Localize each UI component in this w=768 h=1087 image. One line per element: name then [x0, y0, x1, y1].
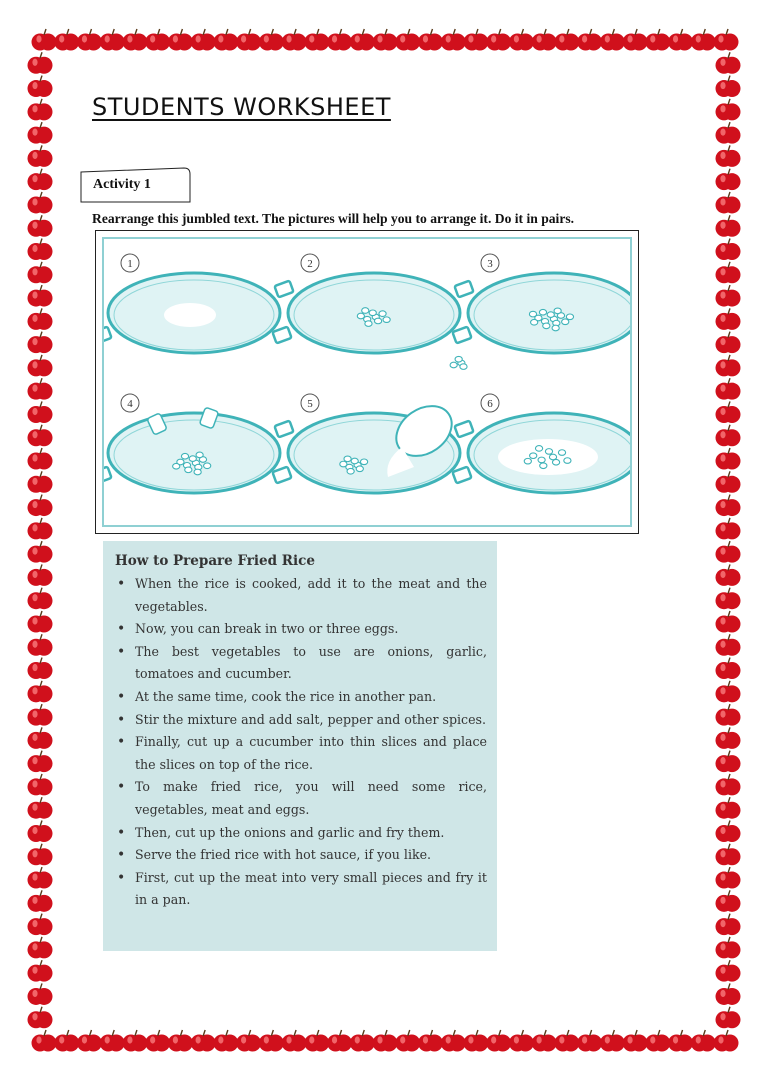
apple-icon — [716, 588, 741, 610]
apple-icon — [441, 1030, 466, 1052]
step-number: 2 — [307, 258, 313, 270]
apple-icon — [28, 634, 53, 656]
apple-icon — [28, 937, 53, 959]
apple-icon — [168, 1030, 193, 1052]
cooking-steps-svg — [104, 239, 630, 525]
apple-icon — [373, 1030, 398, 1052]
recipe-step: • Now, you can break in two or three eggs. — [115, 618, 487, 641]
apple-icon — [716, 192, 741, 214]
apple-icon — [28, 844, 53, 866]
step-number: 6 — [487, 398, 493, 410]
apple-icon — [554, 29, 579, 51]
apple-icon — [28, 751, 53, 773]
apple-icon — [645, 1030, 670, 1052]
apple-icon — [716, 401, 741, 423]
cooking-steps-illustration — [95, 230, 639, 534]
apple-icon — [716, 425, 741, 447]
apple-icon — [28, 401, 53, 423]
apple-icon — [716, 471, 741, 493]
step-number-badge — [481, 254, 499, 272]
apple-icon — [716, 378, 741, 400]
apple-icon — [54, 29, 79, 51]
apple-icon — [509, 29, 534, 51]
apple-icon — [716, 727, 741, 749]
worksheet-title: STUDENTS WORKSHEET — [92, 93, 391, 121]
apple-icon — [28, 308, 53, 330]
apple-icon — [486, 29, 511, 51]
apple-icon — [716, 983, 741, 1005]
apple-icon — [716, 704, 741, 726]
apple-icon — [28, 192, 53, 214]
step-number: 3 — [487, 258, 493, 270]
apple-icon — [714, 1030, 739, 1052]
apple-icon — [532, 29, 557, 51]
apple-icon — [28, 518, 53, 540]
apple-icon — [327, 1030, 352, 1052]
apple-icon — [418, 29, 443, 51]
apple-icon — [668, 1030, 693, 1052]
apple-icon — [716, 518, 741, 540]
apple-icon — [716, 634, 741, 656]
apple-icon — [28, 145, 53, 167]
apple-icon — [28, 355, 53, 377]
apple-icon — [28, 774, 53, 796]
apple-icon — [28, 797, 53, 819]
apple-icon — [716, 914, 741, 936]
recipe-step: • At the same time, cook the rice in another pan. — [115, 686, 487, 709]
apple-icon — [28, 76, 53, 98]
apple-icon — [28, 914, 53, 936]
apple-icon — [645, 29, 670, 51]
apple-icon — [716, 564, 741, 586]
apple-icon — [691, 29, 716, 51]
apple-icon — [122, 29, 147, 51]
recipe-step: • Serve the fried rice with hot sauce, if you like. — [115, 844, 487, 867]
illustration-inner-border — [102, 237, 632, 527]
apple-icon — [716, 99, 741, 121]
apple-icon — [418, 1030, 443, 1052]
apple-icon — [486, 1030, 511, 1052]
apple-icon — [32, 29, 57, 51]
apple-icon — [716, 937, 741, 959]
step-number: 4 — [127, 398, 133, 410]
apple-icon — [716, 611, 741, 633]
apple-icon — [441, 29, 466, 51]
apple-icon — [54, 1030, 79, 1052]
apple-icon — [28, 262, 53, 284]
apple-icon — [28, 983, 53, 1005]
apple-icon — [145, 29, 170, 51]
activity-label: Activity 1 — [93, 177, 151, 192]
apple-icon — [716, 122, 741, 143]
apple-icon — [28, 239, 53, 261]
apple-icon — [716, 960, 741, 982]
apple-icon — [716, 681, 741, 703]
apple-icon — [373, 29, 398, 51]
fried-rice — [498, 439, 598, 475]
apple-icon — [463, 29, 488, 51]
recipe-step: • Then, cut up the onions and garlic and fry them. — [115, 822, 487, 845]
step-number-badge — [481, 394, 499, 412]
step-number-badge — [301, 254, 319, 272]
step-number-badge — [301, 394, 319, 412]
apple-icon — [213, 29, 238, 51]
apple-icon — [716, 145, 741, 167]
apple-icon — [600, 1030, 625, 1052]
apple-icon — [716, 867, 741, 889]
recipe-step: • The best vegetables to use are onions, garlic, tomatoes and cucumber. — [115, 641, 487, 686]
apple-icon — [28, 611, 53, 633]
apple-icon — [554, 1030, 579, 1052]
step-number: 1 — [127, 258, 133, 270]
apple-icon — [668, 29, 693, 51]
apple-icon — [716, 262, 741, 284]
apple-icon — [716, 495, 741, 517]
apple-icon — [28, 658, 53, 680]
apple-icon — [28, 285, 53, 307]
apple-icon — [577, 29, 602, 51]
apple-icon — [463, 1030, 488, 1052]
apple-icon — [691, 1030, 716, 1052]
apple-icon — [716, 355, 741, 377]
apple-icon — [28, 378, 53, 400]
apple-icon — [532, 1030, 557, 1052]
apple-icon — [28, 820, 53, 842]
apple-icon — [716, 658, 741, 680]
apple-icon — [716, 774, 741, 796]
apple-icon — [28, 99, 53, 121]
recipe-title: How to Prepare Fried Rice — [115, 553, 315, 569]
apple-icon — [600, 29, 625, 51]
apple-icon — [191, 1030, 216, 1052]
apple-icon — [28, 588, 53, 610]
apple-icon — [716, 239, 741, 261]
oil-spot — [164, 303, 216, 327]
apple-icon — [623, 29, 648, 51]
apple-icon — [350, 1030, 375, 1052]
step-number-badge — [121, 254, 139, 272]
recipe-step: • To make fried rice, you will need some rice, vegetables, meat and eggs. — [115, 776, 487, 821]
apple-icon — [100, 1030, 125, 1052]
apple-icon — [716, 820, 741, 842]
apple-icon — [28, 495, 53, 517]
apple-icon — [304, 29, 329, 51]
recipe-box — [103, 541, 497, 951]
apple-icon — [28, 471, 53, 493]
apple-icon — [28, 52, 53, 74]
apple-icon — [28, 960, 53, 982]
apple-icon — [716, 1007, 741, 1029]
apple-icon — [714, 29, 739, 51]
apple-icon — [28, 448, 53, 470]
apple-icon — [259, 1030, 284, 1052]
apple-icon — [28, 169, 53, 191]
food-pieces — [450, 356, 467, 369]
apple-icon — [716, 285, 741, 307]
apple-icon — [28, 890, 53, 912]
apple-icon — [304, 1030, 329, 1052]
recipe-step: • Stir the mixture and add salt, pepper and other spices. — [115, 709, 487, 732]
apple-icon — [28, 332, 53, 354]
apple-icon — [395, 29, 420, 51]
apple-icon — [716, 308, 741, 330]
apple-icon — [623, 1030, 648, 1052]
apple-icon — [28, 1007, 53, 1029]
apple-icon — [716, 448, 741, 470]
recipe-step: • First, cut up the meat into very small pieces and fry it in a pan. — [115, 867, 487, 912]
apple-icon — [259, 29, 284, 51]
recipe-step: • Finally, cut up a cucumber into thin slices and place the slices on top of the rice. — [115, 731, 487, 776]
apple-icon — [28, 704, 53, 726]
apple-icon — [28, 215, 53, 237]
apple-icon — [32, 1030, 57, 1052]
apple-icon — [191, 29, 216, 51]
apple-icon — [716, 751, 741, 773]
apple-icon — [282, 29, 307, 51]
apple-icon — [168, 29, 193, 51]
apple-icon — [77, 1030, 102, 1052]
step-number-badge — [121, 394, 139, 412]
apple-icon — [716, 76, 741, 98]
apple-icon — [213, 1030, 238, 1052]
apple-icon — [28, 122, 53, 143]
apple-icon — [327, 29, 352, 51]
apple-icon — [395, 1030, 420, 1052]
apple-icon — [716, 844, 741, 866]
apple-icon — [28, 425, 53, 447]
recipe-step: • When the rice is cooked, add it to the meat and the vegetables. — [115, 573, 487, 618]
apple-icon — [28, 867, 53, 889]
apple-icon — [236, 1030, 261, 1052]
apple-icon — [350, 29, 375, 51]
apple-icon — [145, 1030, 170, 1052]
apple-icon — [716, 890, 741, 912]
apple-icon — [282, 1030, 307, 1052]
apple-icon — [122, 1030, 147, 1052]
apple-icon — [716, 215, 741, 237]
apple-icon — [100, 29, 125, 51]
step-number: 5 — [307, 398, 313, 410]
recipe-steps-list — [115, 573, 487, 912]
apple-icon — [716, 797, 741, 819]
apple-icon — [509, 1030, 534, 1052]
apple-icon — [716, 541, 741, 563]
apple-icon — [236, 29, 261, 51]
apple-icon — [28, 541, 53, 563]
apple-icon — [716, 169, 741, 191]
apple-icon — [577, 1030, 602, 1052]
apple-icon — [28, 564, 53, 586]
apple-icon — [28, 727, 53, 749]
instruction-text: Rearrange this jumbled text. The pictures will help you to arrange it. Do it in pairs. — [92, 211, 575, 226]
apple-icon — [716, 332, 741, 354]
apple-icon — [716, 52, 741, 74]
apple-icon — [28, 681, 53, 703]
apple-icon — [77, 29, 102, 51]
